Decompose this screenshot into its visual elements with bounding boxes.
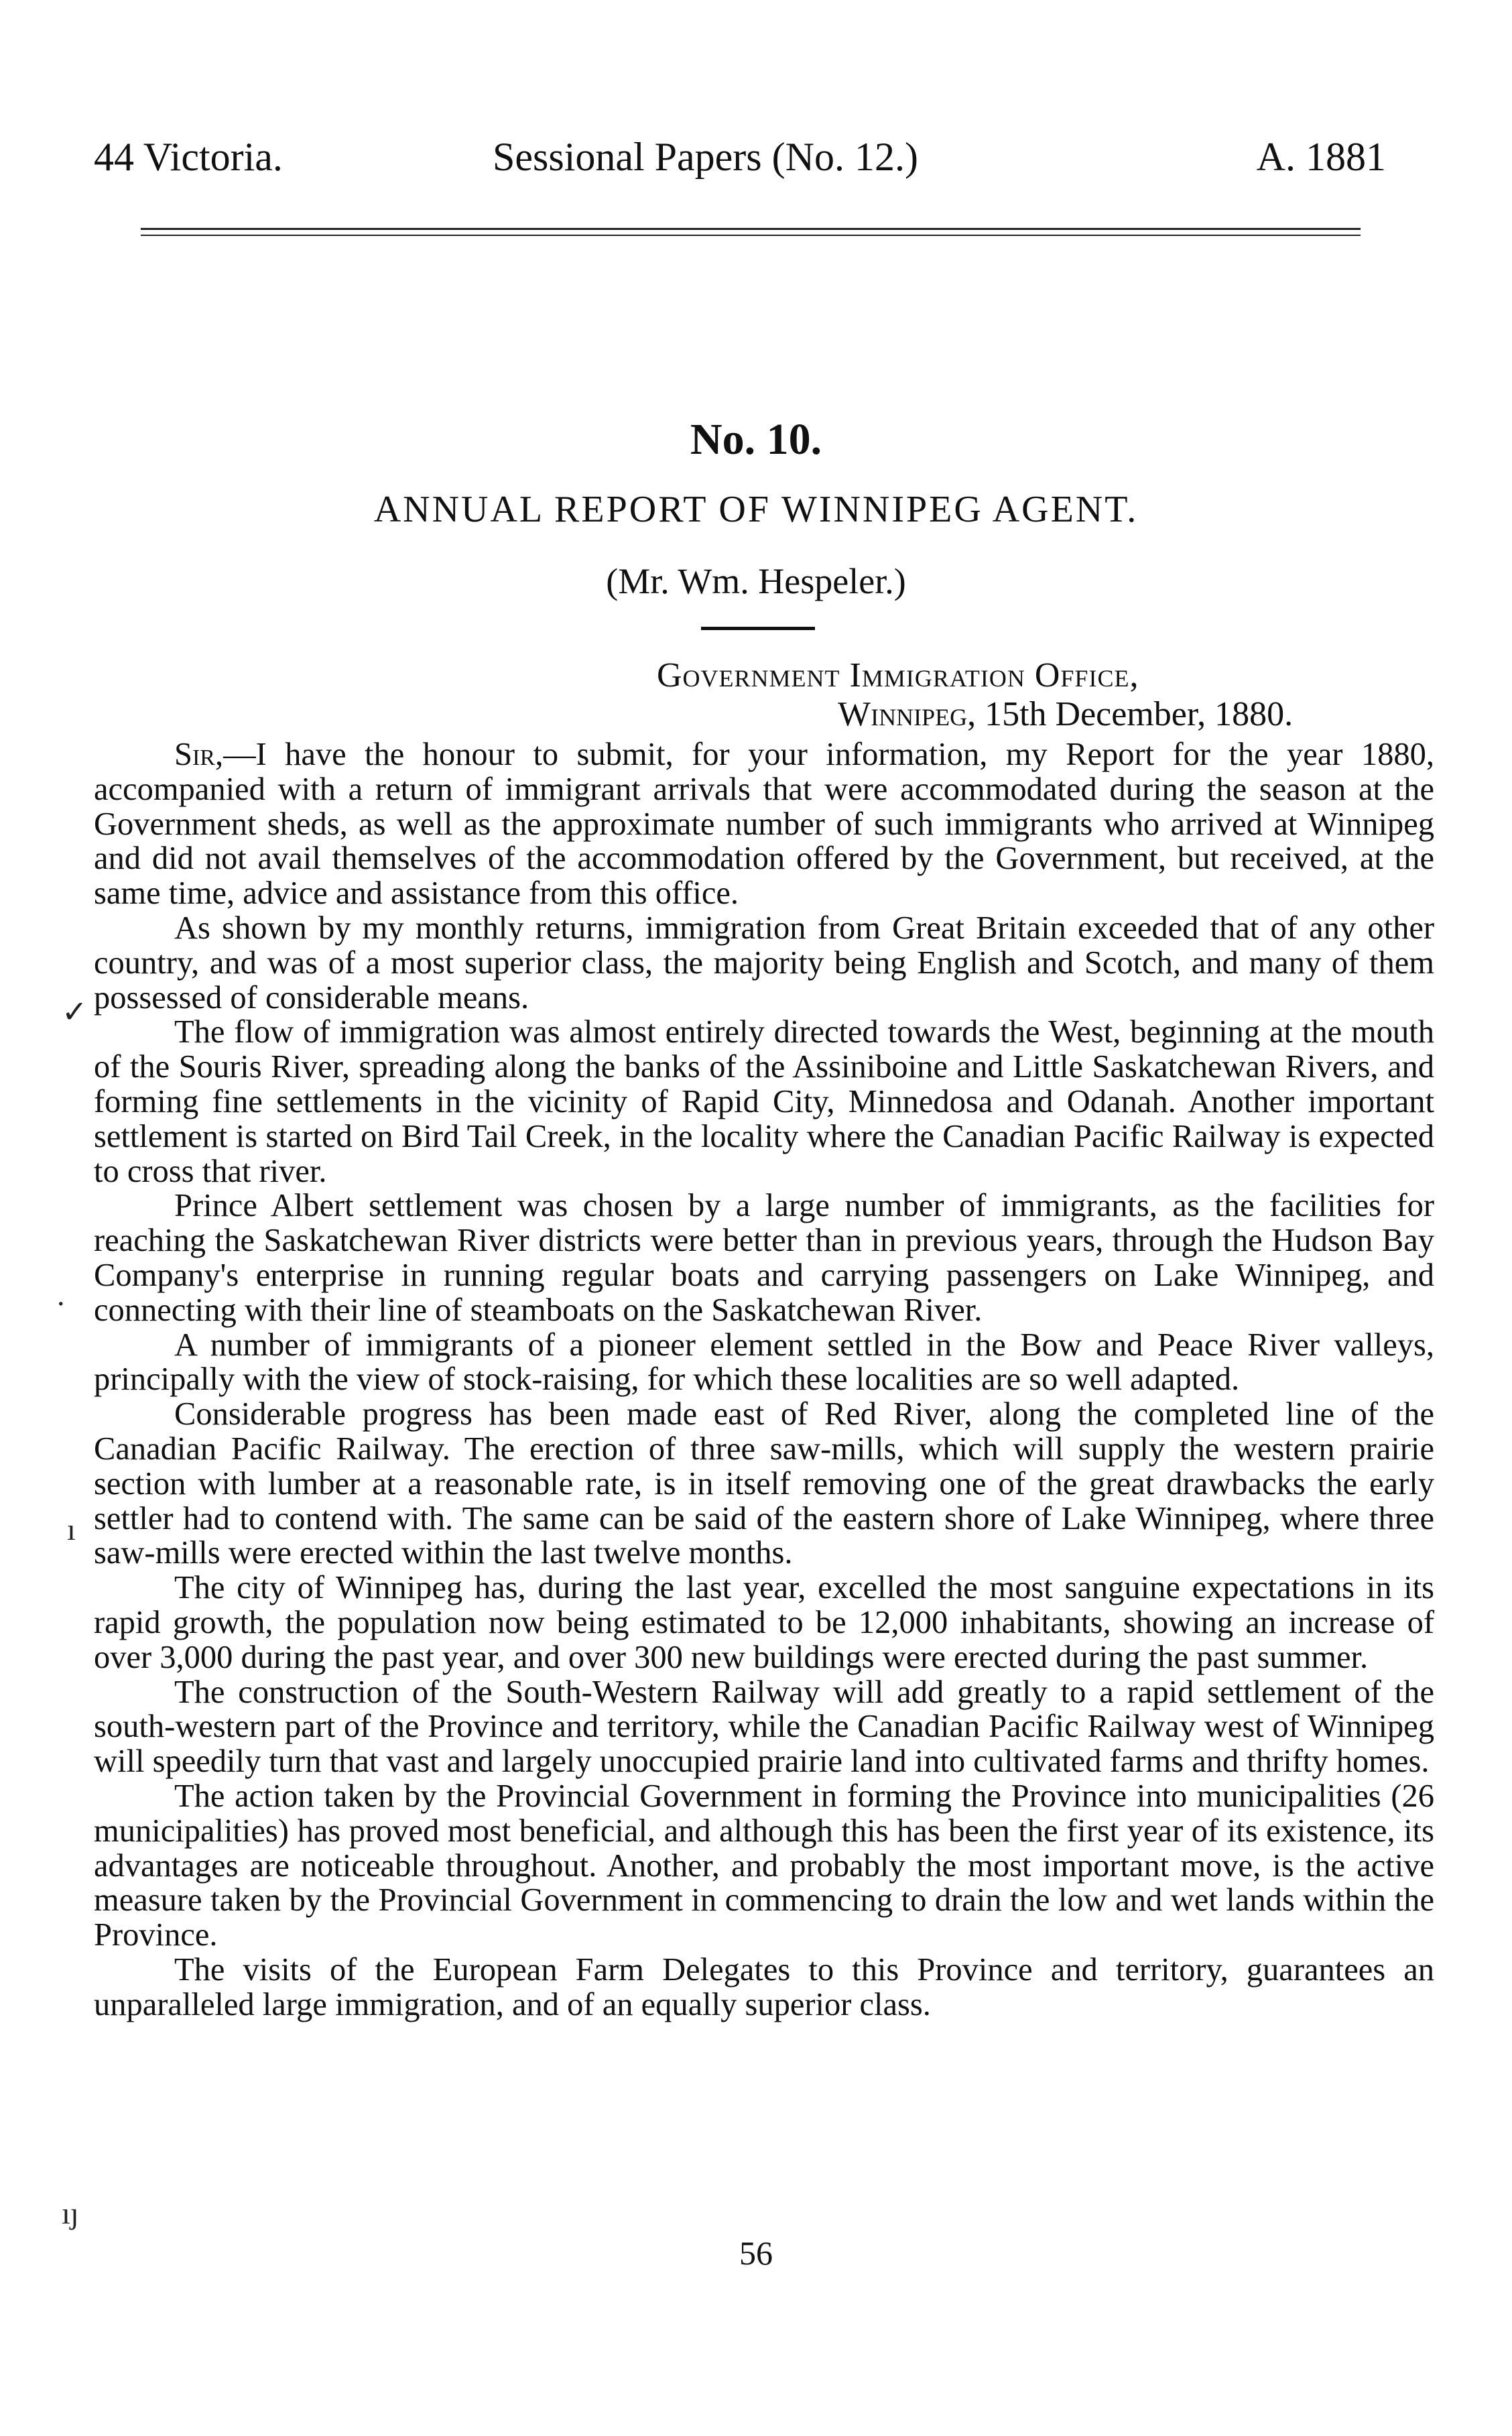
paragraph-1-text: —I have the honour to submit, for your information, my Report for the year 1880, accompanied with a return of immigrant arrivals that were accommodated during the season at the Government sheds, as well as the approximate number of such immigrants who arrived at Winnipeg and did not avail themselves of the accommodation offered by the Government, but received, at the same time, advice and assistance from this office. bbox=[94, 737, 1434, 912]
document-number: No. 10. bbox=[690, 415, 822, 464]
header-sessional-papers: Sessional Papers (No. 12.) bbox=[493, 135, 918, 179]
document-title: ANNUAL REPORT OF WINNIPEG AGENT. bbox=[373, 489, 1139, 530]
paragraph-2: As shown by my monthly returns, immigration from Great Britain exceeded that of any other country, and was of a most superior class, the majority being English and Scotch, and many of them possessed of considerable means. bbox=[94, 910, 1434, 1016]
date-line bbox=[838, 694, 1293, 734]
paragraph-9: The action taken by the Provincial Government in forming the Province into municipalities (26 municipalities) has proved most beneficial, and although this has been the first year of its existence, its advantages are noticeable throughout. Another, and probably the most important move, is the active measure taken by the Provincial Government in commencing to drain the low and wet lands within the Province. bbox=[94, 1778, 1434, 1953]
header-session: 44 Victoria. bbox=[94, 135, 283, 179]
date-value: 15th December, 1880. bbox=[976, 695, 1294, 733]
paragraph-1 bbox=[94, 737, 1434, 911]
document-subtitle: (Mr. Wm. Hespeler.) bbox=[606, 561, 906, 601]
margin-ij-mark: ıȷ bbox=[62, 2196, 79, 2230]
date-place: Winnipeg, bbox=[838, 695, 976, 733]
page-number: 56 bbox=[739, 2234, 773, 2272]
paragraph-8: The construction of the South-Western Railway will add greatly to a rapid settlement of the south-western part of the Province and territory, while the Canadian Pacific Railway west of Winnipeg will speedily turn that vast and largely unoccupied prairie land into cultivated farms and thrifty homes. bbox=[94, 1674, 1434, 1780]
margin-check-mark: ✓ bbox=[62, 995, 88, 1029]
header-year: A. 1881 bbox=[1256, 135, 1386, 179]
paragraph-4: Prince Albert settlement was chosen by a large number of immigrants, as the facilities for reaching the Saskatchewan River districts were better than in previous years, through the Hudson Bay Company's enterprise in running regular boats and carrying passengers on Lake Winnipeg, and connecting with their line of steamboats on the Saskatchewan River. bbox=[94, 1188, 1434, 1328]
running-header bbox=[0, 134, 1512, 194]
title-rule bbox=[701, 627, 815, 630]
paragraph-3: The flow of immigration was almost entirely directed towards the West, beginning at the mouth of the Souris River, spreading along the banks of the Assiniboine and Little Saskatchewan Rivers, and forming fine settlements in the vicinity of Rapid City, Minnedosa and Odanah. Another important settlement is started on Bird Tail Creek, in the locality where the Canadian Pacific Railway is expected to cross that river. bbox=[94, 1014, 1434, 1189]
report-body bbox=[94, 737, 1434, 2022]
header-rule-top bbox=[141, 228, 1361, 230]
paragraph-7: The city of Winnipeg has, during the last year, excelled the most sanguine expectations in its rapid growth, the population now being estimated to be 12,000 inhabitants, showing an increase of over 3,000 during the past year, and over 300 new buildings were erected during the past summer. bbox=[94, 1570, 1434, 1675]
paragraph-5: A number of immigrants of a pioneer element settled in the Bow and Peace River valleys, principally with the view of stock-raising, for which these localities are so well adapted. bbox=[94, 1327, 1434, 1398]
margin-dot-mark: . bbox=[57, 1278, 65, 1312]
margin-tick-mark: ı bbox=[67, 1512, 76, 1546]
salutation: Sir, bbox=[174, 737, 224, 772]
header-rule-bottom bbox=[141, 235, 1361, 236]
office-line: Government Immigration Office, bbox=[657, 656, 1139, 694]
paragraph-10: The visits of the European Farm Delegates to this Province and territory, guarantees an unparalleled large immigration, and of an equally superior class. bbox=[94, 1951, 1434, 2022]
paragraph-6: Considerable progress has been made east of Red River, along the completed line of the Canadian Pacific Railway. The erection of three saw-mills, which will supply the western prairie section with lumber at a reasonable rate, is in itself removing one of the great drawbacks the early settler had to contend with. The same can be said of the eastern shore of Lake Winnipeg, where three saw-mills were erected within the last twelve months. bbox=[94, 1396, 1434, 1571]
